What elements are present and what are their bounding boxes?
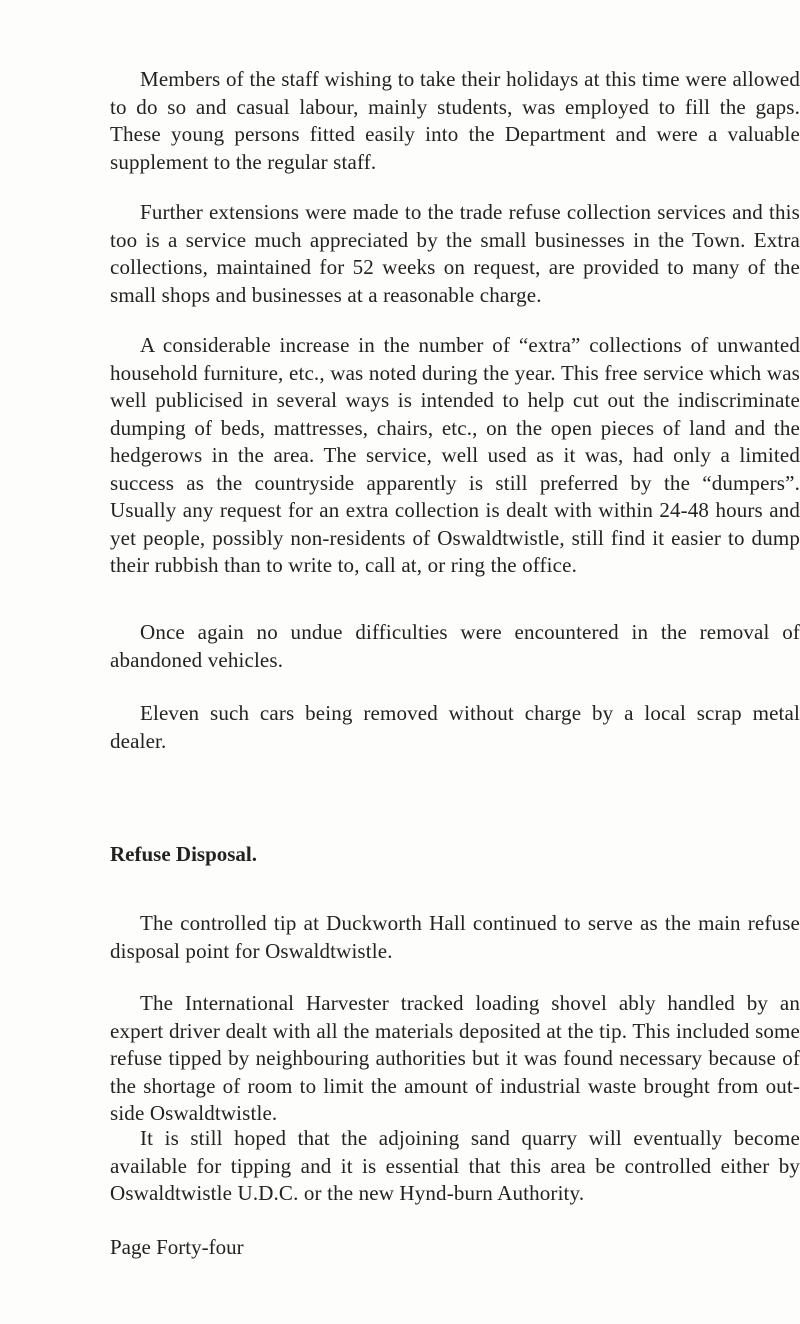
page-number-footer: Page Forty-four: [110, 1235, 244, 1259]
paragraph-loading-shovel: The International Harvester tracked loading shovel ably handled by an expert driver dealt with all the materials deposited at the tip. This included some refuse tipped by neighbouring authorities but it was found necessary because of the shortage of room to limit the amount of industrial waste brought from out-side Oswaldtwistle.: [110, 991, 800, 1125]
paragraph-extra-collections: A considerable increase in the number of “extra” collections of unwanted household furniture, etc., was noted during the year. This free service which was well publicised in several ways is intended to help cut out the indiscriminate dumping of beds, mattresses, chairs, etc., on the open pieces of land and the hedgerows in the area. The service, well used as it was, had only a limited success as the countryside apparently is still preferred by the “dumpers”. Usually any request for an extra collection is dealt with within 24-48 hours and yet people, possibly non-residents of Oswaldtwistle, still find it easier to dump their rubbish than to write to, call at, or ring the office.: [110, 333, 800, 577]
section-heading-refuse-disposal: Refuse Disposal.: [110, 842, 258, 866]
paragraph-controlled-tip: The controlled tip at Duckworth Hall continued to serve as the main refuse disposal point for Oswaldtwistle.: [110, 911, 800, 963]
paragraph-abandoned-vehicles: Once again no undue difficulties were encountered in the removal of abandoned vehicles.: [110, 620, 800, 672]
paragraph-casual-labour: Members of the staff wishing to take their holidays at this time were allowed to do so and casual labour, mainly students, was employed to fill the gaps. These young persons fitted easily into the Department and were a valuable supplement to the regular staff.: [110, 67, 800, 174]
paragraph-sand-quarry: It is still hoped that the adjoining sand quarry will eventually become available for tipping and it is essential that this area be controlled either by Oswaldtwistle U.D.C. or the new Hynd-burn Authority.: [110, 1126, 800, 1205]
paragraph-scrap-dealer: Eleven such cars being removed without charge by a local scrap metal dealer.: [110, 701, 800, 753]
paragraph-trade-refuse: Further extensions were made to the trade refuse collection services and this too is a service much appreciated by the small businesses in the Town. Extra collections, maintained for 52 weeks on request, are provided to many of the small shops and businesses at a reasonable charge.: [110, 200, 800, 307]
